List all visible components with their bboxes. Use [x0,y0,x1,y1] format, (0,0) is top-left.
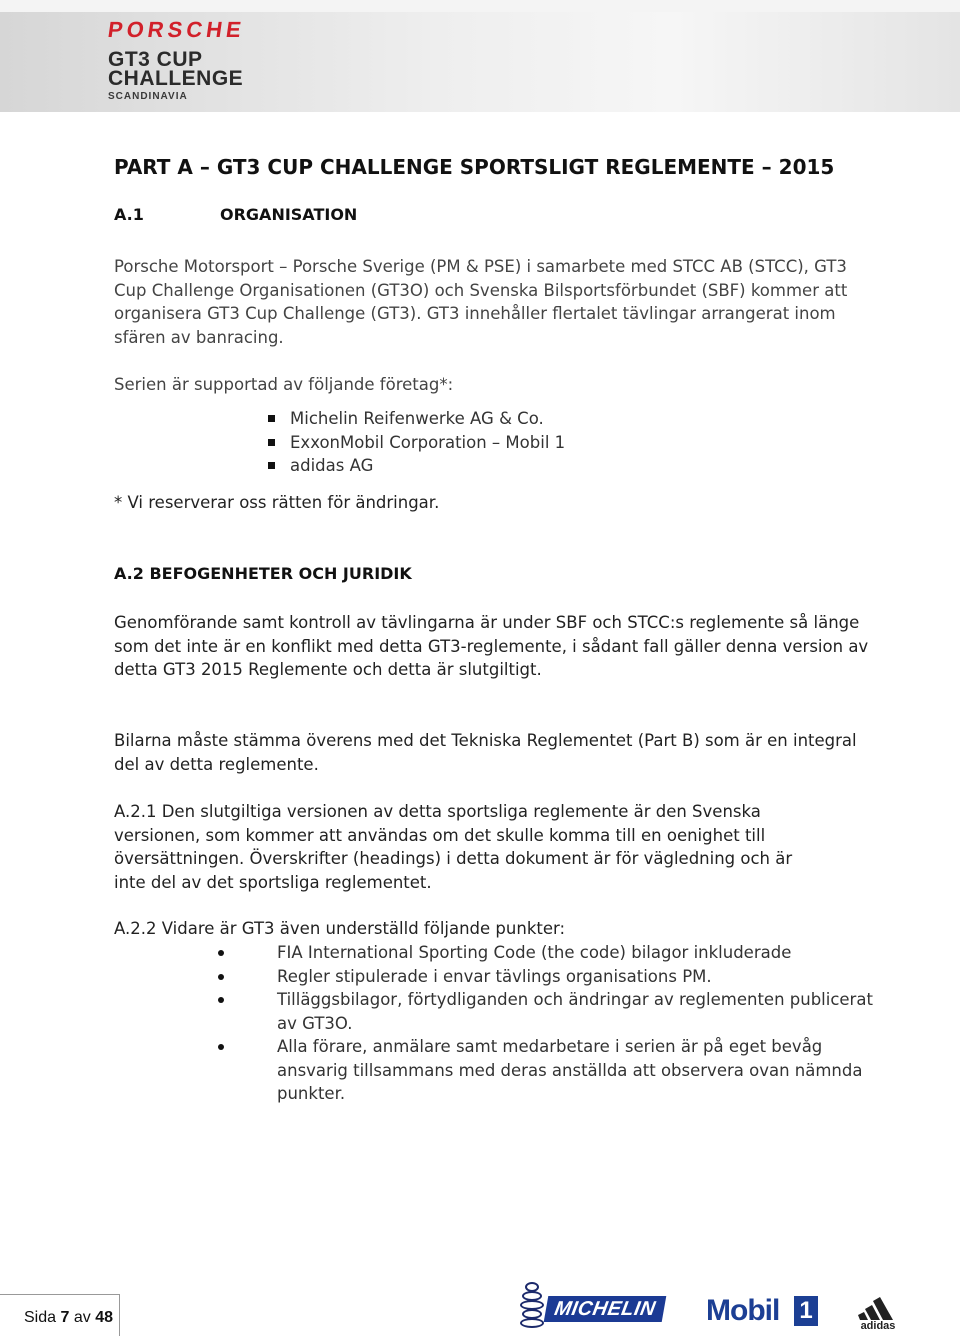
porsche-logo: PORSCHE [106,17,247,42]
list-item [277,988,887,1035]
series-logo-sub: SCANDINAVIA [108,91,188,102]
point-text: Regler stipulerade i envar tävlings organisations PM. [277,966,712,986]
adidas-wordmark: adidas [860,1320,896,1332]
page-prefix: Sida [24,1309,57,1326]
section-a1-title: ORGANISATION [220,205,358,224]
list-item [290,454,565,478]
page-total: 48 [95,1309,113,1326]
mobil1-logo [706,1294,818,1328]
section-a2-2-intro: A.2.2 Vidare är GT3 även underställd följande punkter: [114,919,566,938]
bullet-icon [218,997,224,1003]
sponsor-list [290,407,565,478]
series-logo [108,50,243,88]
series-logo-line2: CHALLENGE [108,67,244,90]
sponsor-name: ExxonMobil Corporation – Mobil 1 [290,432,566,452]
page-number [0,1294,120,1336]
bullet-icon [218,950,224,956]
series-logo-line1: GT3 CUP [108,48,203,71]
list-item [290,431,565,455]
page-current: 7 [60,1309,70,1326]
adidas-logo [854,1296,902,1332]
sponsor-name: Michelin Reifenwerke AG & Co. [290,409,544,428]
header-banner [0,0,960,112]
document-title: PART A – GT3 CUP CHALLENGE SPORTSLIGT REGLEMENTE – 2015 [114,155,835,179]
bullet-icon [218,974,224,980]
square-bullet-icon [268,439,275,446]
mobil-number: 1 [794,1296,818,1326]
sponsors-intro: Serien är supportad av följande företag*: [114,375,454,394]
section-a2-paragraph-1: Genomförande samt kontroll av tävlingarna är under SBF och STCC:s reglemente så länge som det inte är en konflikt med detta GT3-reglemente, i sådant fall gäller denna version av detta GT3 2015 Reglemente och detta är slutgiltigt. [114,613,869,679]
mobil-wordmark: Mobil [706,1294,780,1327]
section-a2-paragraph-2: Bilarna måste stämma överens med det Tekniska Reglementet (Part B) som är en integral del av detta reglemente. [114,731,857,774]
list-item [277,965,887,989]
list-item [277,941,887,965]
page-separator: av [73,1309,91,1326]
list-item [290,407,565,431]
adidas-stripes-icon [858,1296,898,1320]
section-a1-heading [114,205,357,224]
michelin-man-icon [518,1282,546,1332]
list-item [277,1035,887,1106]
banner-top-stripe [0,0,960,12]
sponsor-name: adidas AG [290,456,374,475]
reservation-note: * Vi reserverar oss rätten för ändringar. [114,493,440,512]
square-bullet-icon [268,462,275,469]
michelin-logo [518,1282,664,1332]
square-bullet-icon [268,415,275,422]
section-a2-1-paragraph: A.2.1 Den slutgiltiga versionen av detta sportsliga reglemente är den Svenska versionen, som kommer att användas om det skulle komma till en oenighet till översättningen. Överskrifter (headings) i detta dokument är för vägledning och är inte del av det sportsliga reglementet. [114,802,793,892]
section-a2-heading: A.2 BEFOGENHETER OCH JURIDIK [114,564,412,583]
bullet-icon [218,1044,224,1050]
points-list [277,941,887,1106]
section-a1-paragraph: Porsche Motorsport – Porsche Sverige (PM & PSE) i samarbete med STCC AB (STCC), GT3 Cup Challenge Organisationen (GT3O) och Svenska Bilsportsförbundet (SBF) kommer att organisera GT3 Cup Challenge (GT3). GT3 innehåller flertalet tävlingar arrangerat inom sfären av banracing. [114,257,848,347]
section-a1-number: A.1 [114,205,144,224]
michelin-wordmark: MICHELIN [544,1296,667,1322]
point-text: Tilläggsbilagor, förtydliganden och ändringar av reglementen publicerat av GT3O. [277,990,873,1033]
point-text: Alla förare, anmälare samt medarbetare i serien är på eget bevåg ansvarig tillsammans med deras anställda att observera ovan nämnda punkter. [277,1037,863,1103]
point-text: FIA International Sporting Code (the code) bilagor inkluderade [277,943,792,962]
